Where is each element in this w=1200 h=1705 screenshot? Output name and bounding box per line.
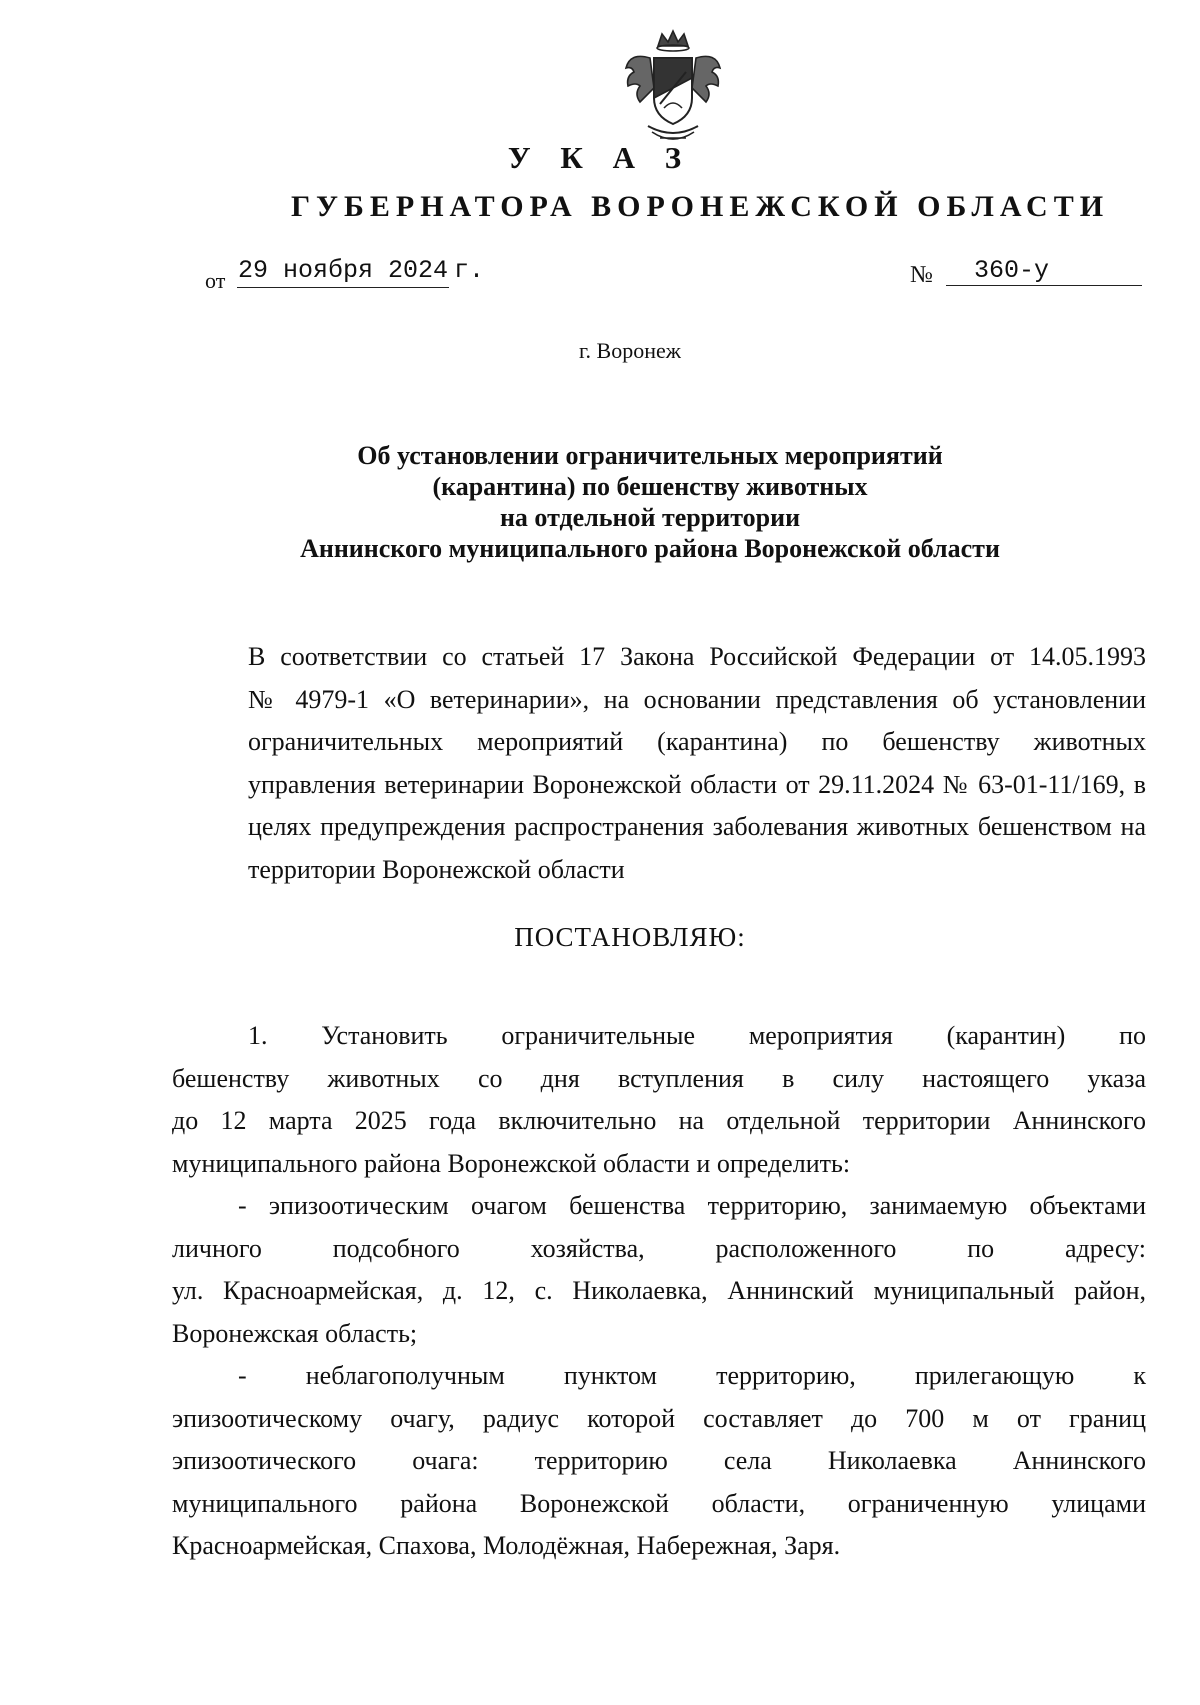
preamble-line: № 4979-1 «О ветеринарии», на основании представления об установлении: [248, 684, 1146, 714]
item-line: - эпизоотическим очагом бешенства территорию, занимаемую объектами: [238, 1191, 1146, 1220]
item-line: личного подсобного хозяйства, расположенного по адресу:: [172, 1233, 1146, 1263]
date-suffix: г.: [454, 256, 485, 285]
document-number: 360-у: [946, 256, 1142, 286]
clause-line: бешенству животных со дня вступления в силу настоящего указа: [172, 1063, 1146, 1093]
item-line: эпизоотического очага: территорию села Николаевка Аннинского: [172, 1446, 1146, 1475]
document-date: 29 ноября 2024: [237, 256, 449, 288]
coat-of-arms-emblem: [620, 28, 726, 152]
preamble-line: В соответствии со статьей 17 Закона Российской Федерации от 14.05.1993: [248, 642, 1146, 671]
clause-line: муниципального района Воронежской области и определить:: [172, 1148, 851, 1178]
item-line: муниципального района Воронежской области, ограниченную улицами: [172, 1488, 1146, 1518]
resolution-word: ПОСТАНОВЛЯЮ:: [514, 922, 746, 952]
item-line: - неблагополучным пунктом территорию, прилегающую к: [238, 1361, 1146, 1390]
item-line: Красноармейская, Спахова, Молодёжная, Набережная, Заря.: [172, 1531, 841, 1560]
city: г. Воронеж: [579, 338, 681, 363]
preamble-line: целях предупреждения распространения заболевания животных бешенством на: [248, 812, 1146, 841]
number-prefix: №: [910, 262, 933, 288]
document-type: У К А З: [507, 140, 693, 175]
preamble-line: территории Воронежской области: [248, 854, 625, 884]
clause-1: [172, 1015, 1146, 1568]
document-title: [240, 440, 1060, 564]
clause-item-unfavorable-point: [172, 1355, 1146, 1568]
clause-item-epizootic-focus: [172, 1185, 1146, 1355]
title-line: Об установлении ограничительных мероприятий: [357, 441, 943, 470]
preamble-line: ограничительных мероприятий (карантина) по бешенству животных: [248, 727, 1146, 756]
item-line: Воронежская область;: [172, 1318, 418, 1348]
item-line: эпизоотическому очагу, радиус которой составляет до 700 м от границ: [172, 1403, 1146, 1433]
preamble-line: управления ветеринарии Воронежской области от 29.11.2024 № 63-01-11/169, в: [248, 769, 1146, 799]
clause-line: 1. Установить ограничительные мероприятия (карантин) по: [248, 1021, 1146, 1050]
title-line: (карантина) по бешенству животных: [432, 472, 868, 501]
preamble-paragraph: [172, 636, 1146, 891]
title-line: Аннинского муниципального района Воронежской области: [300, 534, 1000, 563]
item-line: ул. Красноармейская, д. 12, с. Николаевка, Аннинский муниципальный район,: [172, 1276, 1146, 1305]
title-line: на отдельной территории: [499, 503, 801, 532]
clause-line: до 12 марта 2025 года включительно на отдельной территории Аннинского: [172, 1106, 1146, 1135]
issuing-authority: ГУБЕРНАТОРА ВОРОНЕЖСКОЙ ОБЛАСТИ: [290, 190, 1110, 223]
date-prefix: от: [205, 268, 226, 293]
